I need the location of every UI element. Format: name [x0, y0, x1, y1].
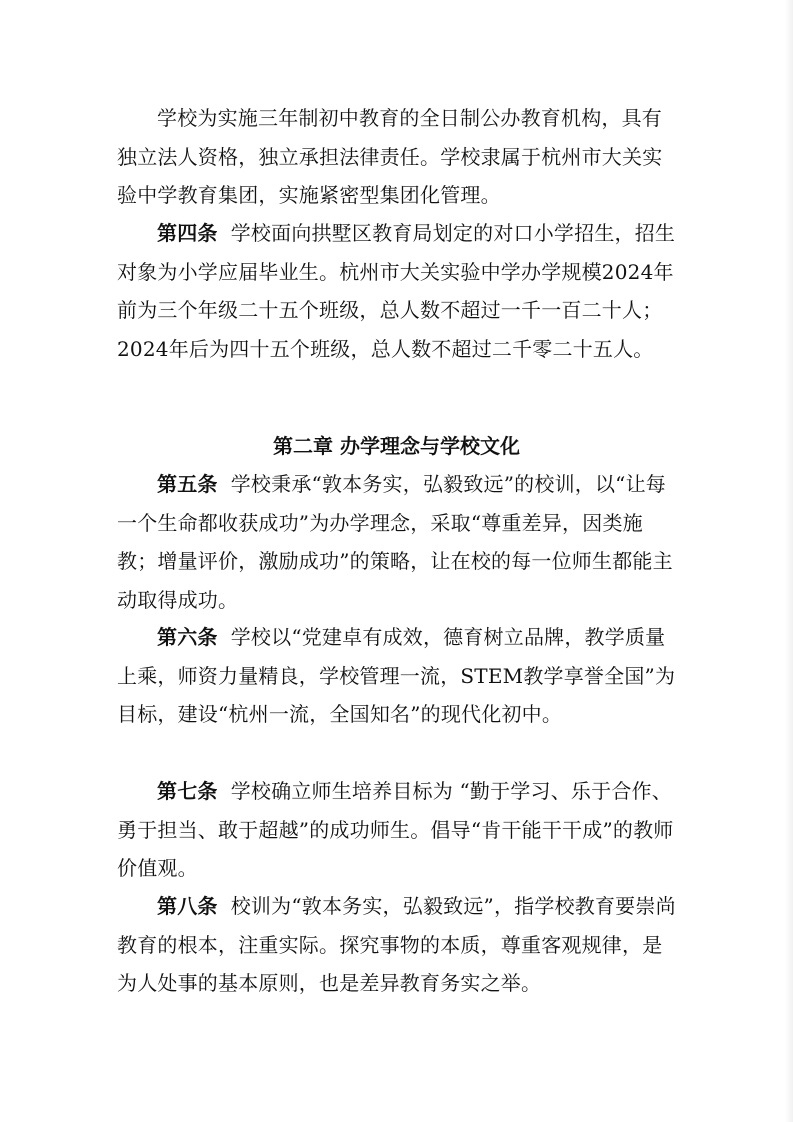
- article-text: 学校秉承“敦本务实，弘毅致远”的校训，以“让每一个生命都收获成功”为办学理念，采取“尊重差异，因类施教；增量评价，激励成功”的策略，让在校的每一位师生都能主动取得成功。: [117, 472, 673, 612]
- article-7: [117, 772, 677, 888]
- article-text: 校训为“敦本务实，弘毅致远”，指学校教育要崇尚教育的根本，注重实际。探究事物的本质，尊重客观规律，是为人处事的基本原则，也是差异教育务实之举。: [117, 894, 676, 995]
- paragraph-text: 学校为实施三年制初中教育的全日制公办教育机构，具有独立法人资格，独立承担法律责任。学校隶属于杭州市大关实验中学教育集团，实施紧密型集团化管理。: [117, 106, 663, 207]
- article-text: 学校面向拱墅区教育局划定的对口小学招生，招生对象为小学应届毕业生。杭州市大关实验中学办学规模2024年前为三个年级二十五个班级，总人数不超过一千一百二十人；2024年后为四十五个班级，总人数不超过二千零二十五人。: [117, 221, 676, 361]
- article-number: 第八条: [157, 894, 218, 918]
- page-edge-shadow: [785, 0, 793, 1122]
- article-number: 第七条: [157, 779, 218, 803]
- article-text: 学校以“党建卓有成效，德育树立品牌，教学质量上乘，师资力量精良，学校管理一流，STEM教学享誉全国”为目标，建设“杭州一流，全国知名”的现代化初中。: [117, 625, 676, 726]
- article-number: 第六条: [157, 625, 218, 649]
- article-number: 第四条: [157, 221, 218, 245]
- article-8: [117, 887, 677, 1003]
- article-text: 学校确立师生培养目标为 “勤于学习、乐于合作、勇于担当、敢于超越”的成功师生。倡导“肯干能干干成”的教师价值观。: [117, 779, 674, 880]
- chapter-title: 第二章 办学理念与学校文化: [273, 434, 520, 458]
- article-4: [117, 214, 677, 368]
- article-6: [117, 618, 677, 734]
- article-5: [117, 465, 677, 619]
- paragraph-school-nature: [117, 99, 677, 215]
- article-number: 第五条: [157, 472, 218, 496]
